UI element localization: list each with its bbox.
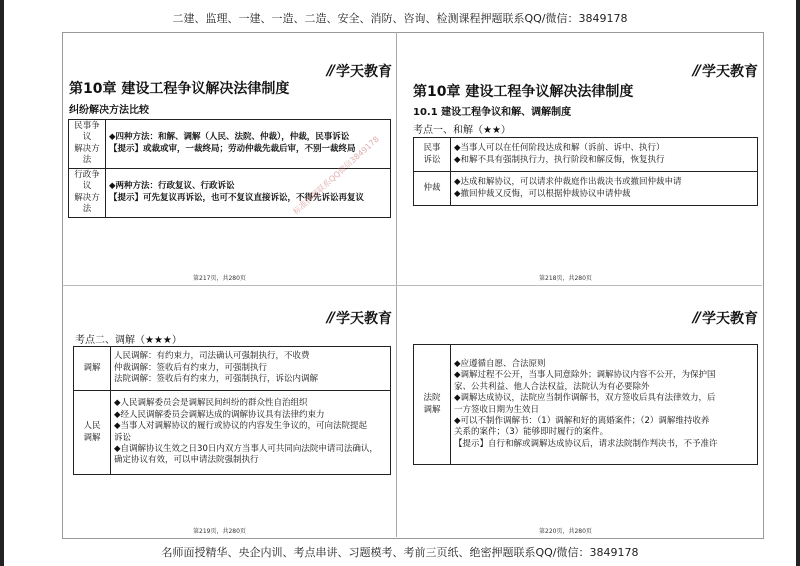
section-subtitle: 纠纷解决方法比较 [69,105,149,116]
brand-logo [693,308,758,328]
point-heading: 考点一、和解（★★） [413,125,511,136]
bottom-banner: 名师面授精华、央企内训、考点串讲、习题模考、考前三页纸、绝密押题联系QQ/微信：3849178 [161,546,639,559]
logo-icon: // [326,63,333,79]
mediation-table [73,346,391,475]
page-footer: 第217页，共280页 [193,275,246,282]
row-label: 民事 诉讼 [414,138,451,172]
table-row [414,172,758,206]
page-footer: 第219页，共280页 [193,528,246,535]
page-footer: 第218页，共280页 [539,275,592,282]
row-label: 调解 [74,347,111,391]
page-220 [397,286,762,536]
row-content: ◆达成和解协议，可以请求仲裁庭作出裁决书或撤回仲裁申请 ◆撤回仲裁又反悔，可以根据仲裁协议申请仲裁 [451,172,758,206]
logo-text: 学天教育 [336,311,392,327]
logo-text: 学天教育 [702,311,758,327]
table-row [414,138,758,172]
brand-logo [693,61,758,81]
brand-logo [327,308,392,328]
table-row [74,391,391,475]
page-219 [63,286,396,536]
row-label: 民事争议 解决方法 [69,120,106,169]
logo-text: 学天教育 [702,64,758,80]
logo-icon: // [326,310,333,326]
row-content: ◆当事人可以在任何阶段达成和解（诉前、诉中、执行） ◆和解不具有强制执行力，执行阶段和解反悔，恢复执行 [451,138,758,172]
court-mediation-table [413,344,758,465]
watermark-stamp: 标准押题联系QQ微信3849178 [291,134,381,217]
row-content: 人民调解：有约束力，司法确认可强制执行，不收费 仲裁调解：签收后有约束力，可强制执行 法院调解：签收后有约束力，可强制执行，诉讼内调解 [111,347,391,391]
scan-edge-left [0,0,4,566]
page-footer: 第220页，共280页 [539,528,592,535]
table-row [414,345,758,465]
row-content: ◆四种方法：和解、调解（人民、法院、仲裁），仲裁，民事诉讼 【提示】或裁或审，一裁终局；劳动仲裁先裁后审，不别一裁终局 [106,120,391,169]
scan-edge-right [796,0,800,566]
row-content: ◆两种方法：行政复议、行政诉讼 【提示】可先复议再诉讼，也可不复议直接诉讼，不得先诉讼再复议 [106,168,391,217]
logo-icon: // [692,310,699,326]
chapter-title: 第10章 建设工程争议解决法律制度 [413,84,634,100]
top-banner: 二建、监理、一建、一造、二造、安全、消防、咨询、检测课程押题联系QQ/微信：3849178 [172,12,628,25]
page-218 [397,33,762,285]
chapter-title: 第10章 建设工程争议解决法律制度 [69,81,290,97]
section-heading: 10.1 建设工程争议和解、调解制度 [413,107,572,118]
logo-icon: // [692,63,699,79]
row-content: ◆人民调解委员会是调解民间纠纷的群众性自治组织 ◆经人民调解委员会调解达成的调解协议具有法律约束力 ◆当事人对调解协议的履行或协议的内容发生争议的，可向法院提起 诉讼 ◆自调解协议生效之日30日内双方当事人可共同向法院申请司法确认， 确定协议有效，可以申请法院强制执行 [111,391,391,475]
reconciliation-table [413,137,758,206]
brand-logo [327,61,392,81]
row-label: 法院 调解 [414,345,451,465]
row-label: 行政争议 解决方法 [69,168,106,217]
row-label: 仲裁 [414,172,451,206]
table-row [74,347,391,391]
row-content: ◆应遵循自愿、合法原则 ◆调解过程不公开，当事人同意除外；调解协议内容不公开，为保护国 家、公共利益、他人合法权益，法院认为有必要除外 ◆调解达成协议，法院应当制作调解书，双方签收后具有法律效力，后 一方签收日期为生效日 ◆可以不制作调解书：（1）调解和好的离婚案件；（2）调解维持收养 关系的案件；（3）能够即时履行的案件。 【提示】自行和解或调解达成协议后，请求法院制作判决书，不予准许 [451,345,758,465]
point-heading: 考点二、调解（★★★） [75,335,182,346]
logo-text: 学天教育 [336,64,392,80]
row-label: 人民 调解 [74,391,111,475]
